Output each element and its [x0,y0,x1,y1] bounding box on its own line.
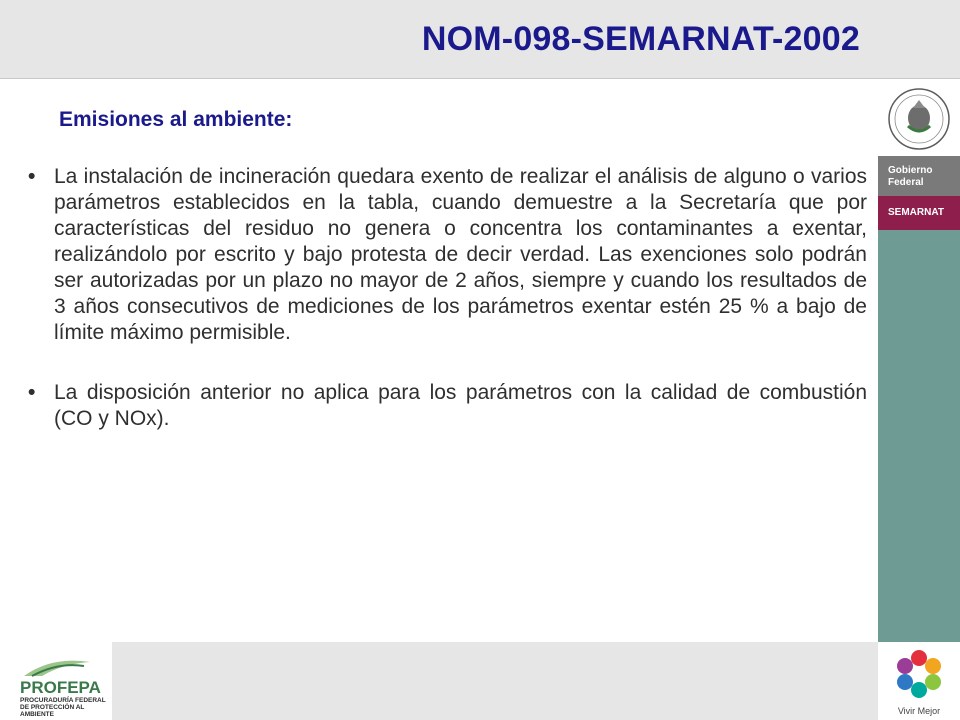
profepa-name: PROFEPA [20,678,101,697]
bullet-dot: • [28,165,36,188]
gobierno-label: Gobierno [888,165,933,176]
vivir-mejor-label: Vivir Mejor [897,706,941,716]
profepa-leaf-icon [22,656,92,678]
page-title: NOM-098-SEMARNAT-2002 [421,20,860,58]
vivir-mejor-flower-icon [878,642,960,706]
teal-band [878,230,960,642]
slide-content [28,108,868,466]
footer-band [112,642,878,720]
bullet-item [28,380,868,432]
right-top-block [878,0,960,79]
gobierno-federal-band [878,156,960,196]
profepa-subtitle: PROCURADURÍA FEDERAL DE PROTECCIÓN AL AMBIENTE [20,697,106,718]
section-subtitle: Emisiones al ambiente: [59,108,293,131]
title-bar [0,0,878,79]
federal-label: Federal [888,177,924,188]
bullet-text: La disposición anterior no aplica para los parámetros con la calidad de combustión (CO y NOx). [54,381,867,430]
semarnat-band: SEMARNAT [878,196,960,230]
coat-of-arms-icon [883,86,955,152]
right-sidebar [878,0,960,720]
bullet-item [28,164,868,346]
vivir-mejor-logo [878,642,960,720]
bullet-text: La instalación de incineración quedara exento de realizar el análisis de alguno o varios parámetros establecidos en la tabla, cuando demuestre a la Secretaría que por características del residuo no genera o concentra los contaminantes a exentar, realizándolo por escrito y bajo protesta de decir verdad. Las exenciones solo podrán ser autorizadas por un plazo no mayor de 2 años, siempre y cuando los resultados de 3 años consecutivos de mediciones de los parámetros exentar estén 25 % a bajo de límite máximo permisible. [54,165,867,344]
bullet-dot: • [28,381,36,404]
